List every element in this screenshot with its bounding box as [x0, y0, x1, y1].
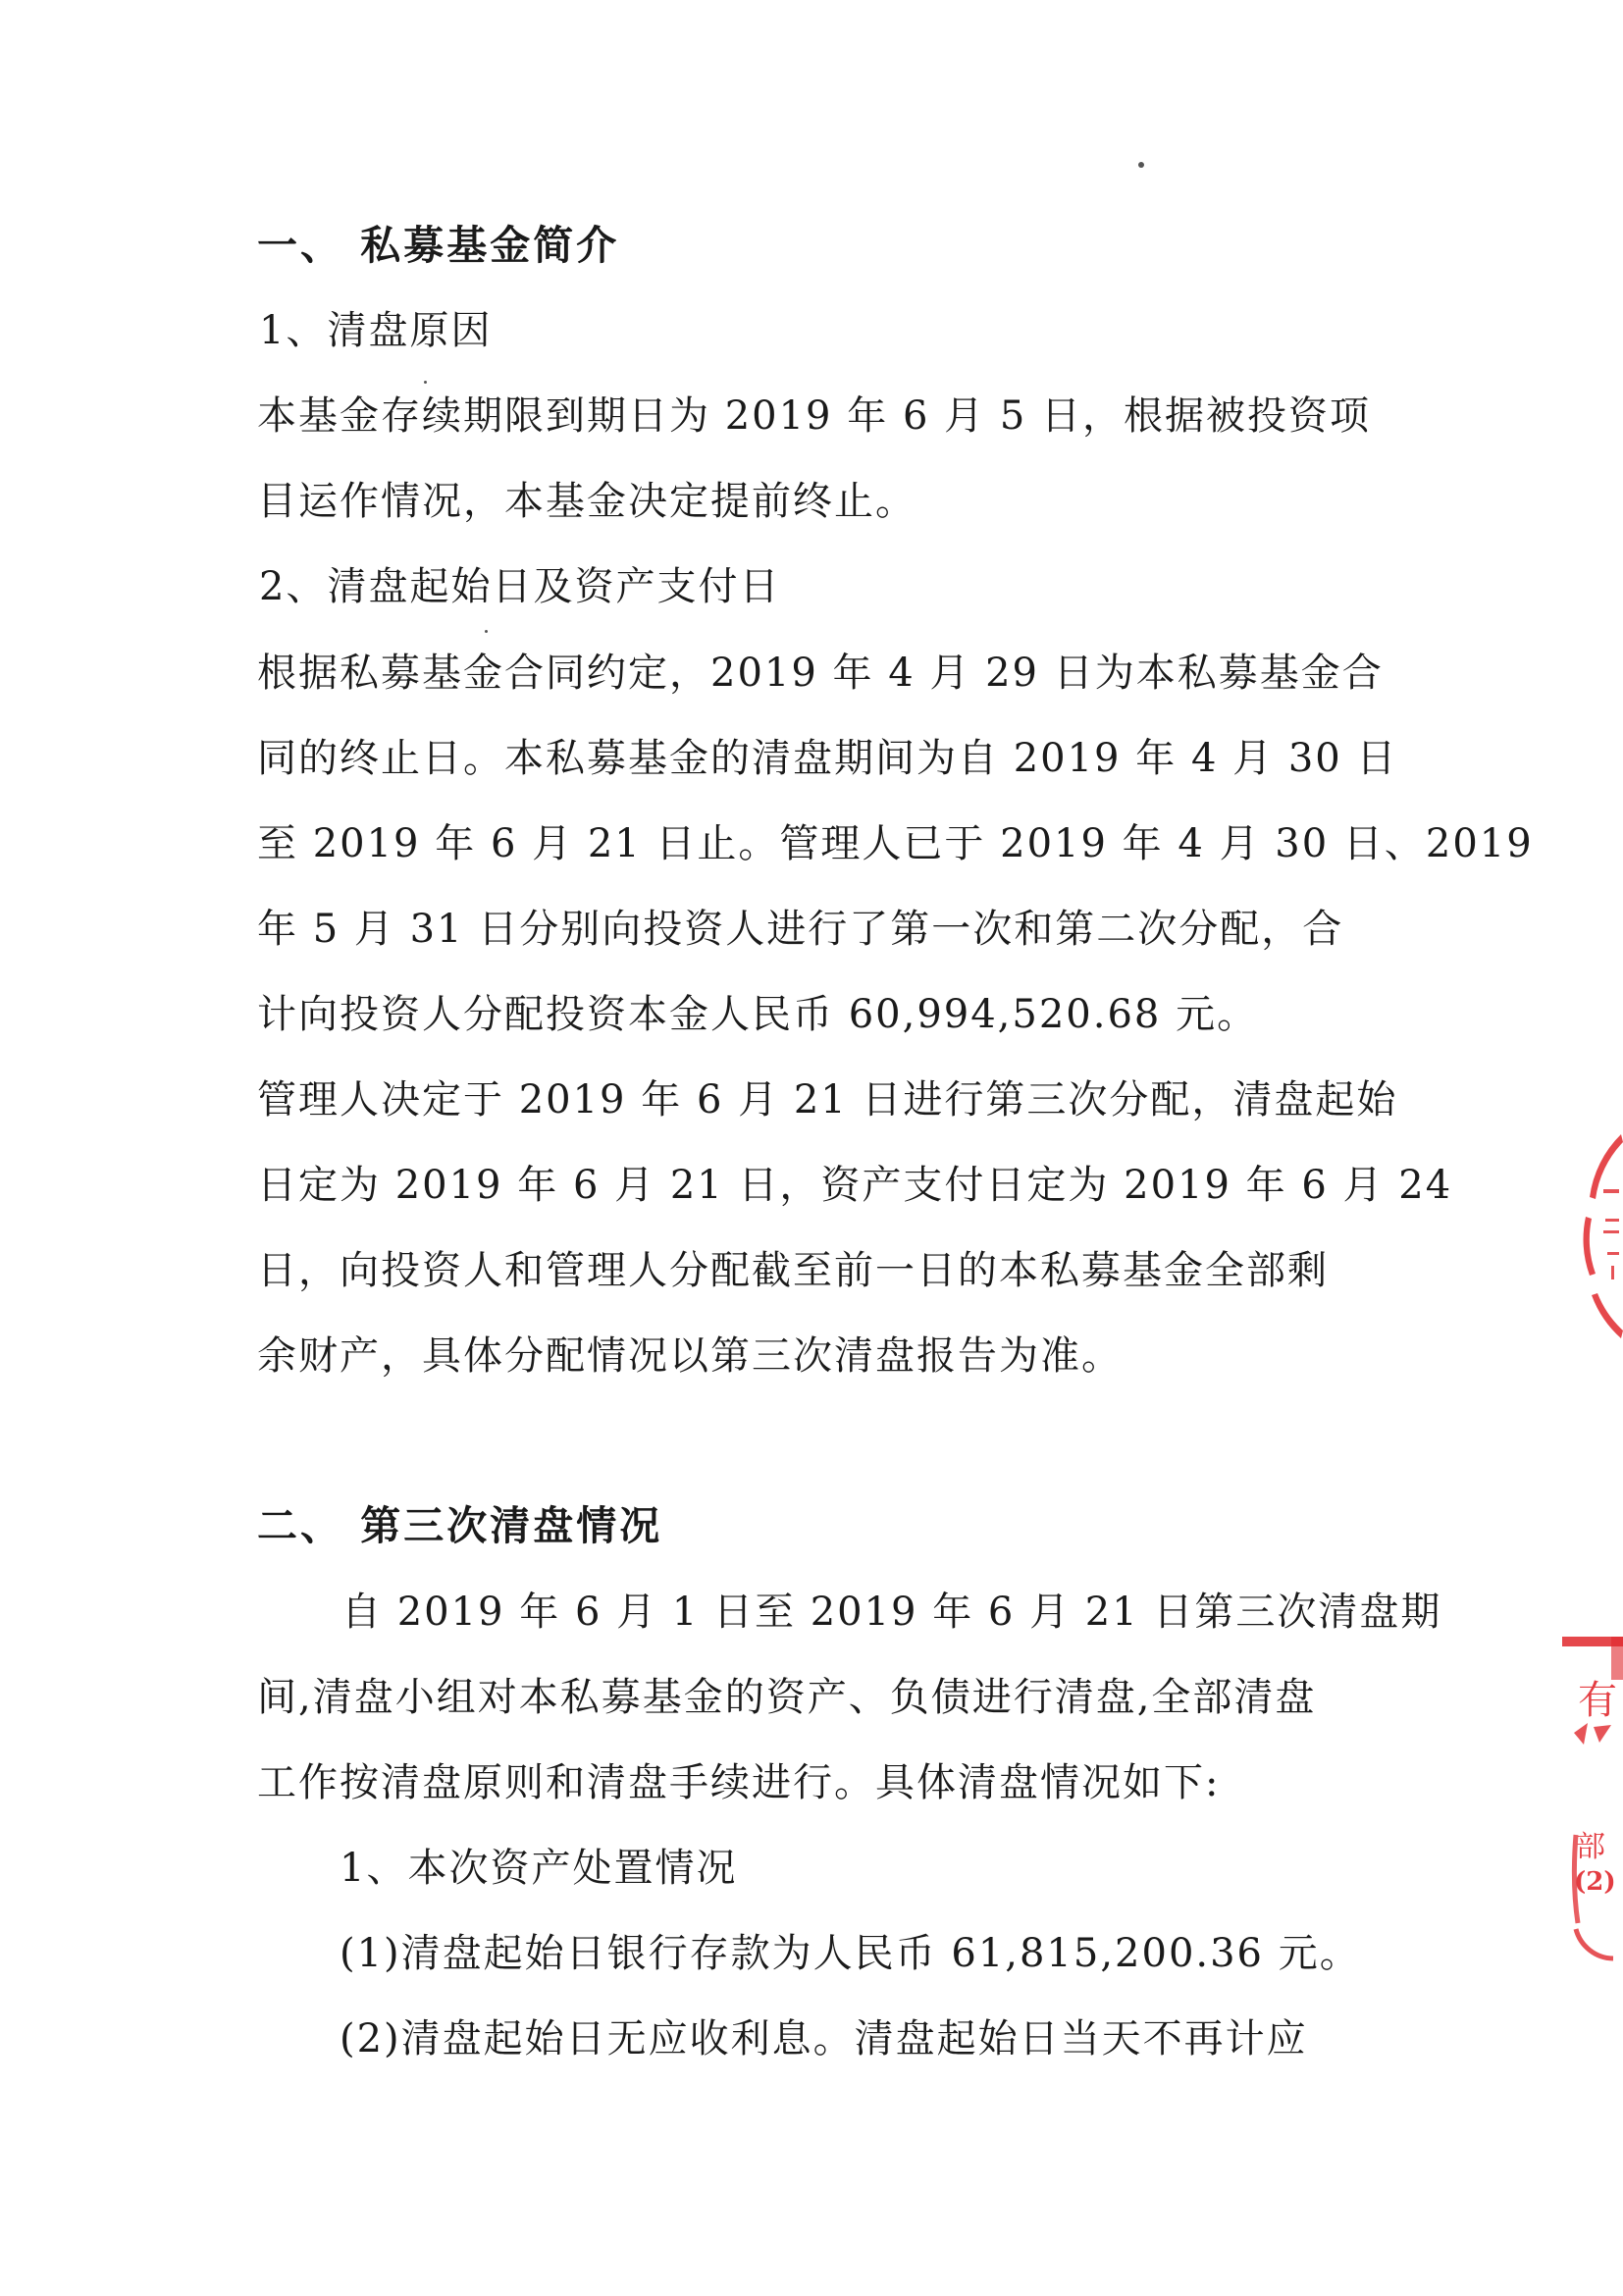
item2-body-line3: 至 2019 年 6 月 21 日止。管理人已于 2019 年 4 月 30 日、2019	[257, 821, 1534, 866]
section1-heading: 一、 私募基金简介	[257, 222, 620, 269]
seal-char-bu: 部	[1576, 1830, 1605, 1864]
item2-body-line5: 计向投资人分配投资本金人民币 60,994,520.68 元。	[257, 992, 1259, 1037]
item2-body2-line3: 日，向投资人和管理人分配截至前一日的本私募基金全部剩	[257, 1248, 1329, 1293]
section2-intro-line2: 间,清盘小组对本私募基金的资产、负债进行清盘,全部清盘	[257, 1675, 1317, 1720]
section2-intro-line3: 工作按清盘原则和清盘手续进行。具体清盘情况如下:	[257, 1760, 1221, 1805]
item2-body-line1: 根据私募基金合同约定，2019 年 4 月 29 日为本私募基金合	[257, 651, 1384, 696]
item2-body-line4: 年 5 月 31 日分别向投资人进行了第一次和第二次分配，合	[257, 907, 1344, 952]
item2-title: 2、清盘起始日及资产支付日	[259, 564, 781, 609]
item2-body2-line1: 管理人决定于 2019 年 6 月 21 日进行第三次分配，清盘起始	[257, 1077, 1398, 1122]
item2-body2-line4: 余财产，具体分配情况以第三次清盘报告为准。	[257, 1333, 1123, 1379]
sub1-title: 1、本次资产处置情况	[340, 1846, 738, 1891]
item1-title: 1、清盘原因	[259, 308, 493, 353]
sub1-item2: (2)清盘起始日无应收利息。清盘起始日当天不再计应	[340, 2016, 1308, 2061]
scan-speck	[1138, 162, 1144, 168]
item2-body2-line2: 日定为 2019 年 6 月 21 日，资产支付日定为 2019 年 6 月 24	[257, 1163, 1453, 1208]
item2-body-line2: 同的终止日。本私募基金的清盘期间为自 2019 年 4 月 30 日	[257, 736, 1398, 781]
seal-stamp-upper	[1582, 1128, 1623, 1344]
sub1-item1: (1)清盘起始日银行存款为人民币 61,815,200.36 元。	[340, 1931, 1361, 1976]
seal-char-number: (2)	[1574, 1867, 1616, 1897]
section2-heading: 二、 第三次清盘情况	[257, 1502, 663, 1549]
seal-char-you: 有	[1578, 1678, 1617, 1723]
seal-stamp-lower	[1554, 1629, 1623, 2002]
item1-body-line2: 目运作情况，本基金决定提前终止。	[257, 479, 916, 524]
section2-intro-line1: 自 2019 年 6 月 1 日至 2019 年 6 月 21 日第三次清盘期	[341, 1590, 1442, 1635]
item1-body-line1: 本基金存续期限到期日为 2019 年 6 月 5 日，根据被投资项	[257, 393, 1371, 439]
